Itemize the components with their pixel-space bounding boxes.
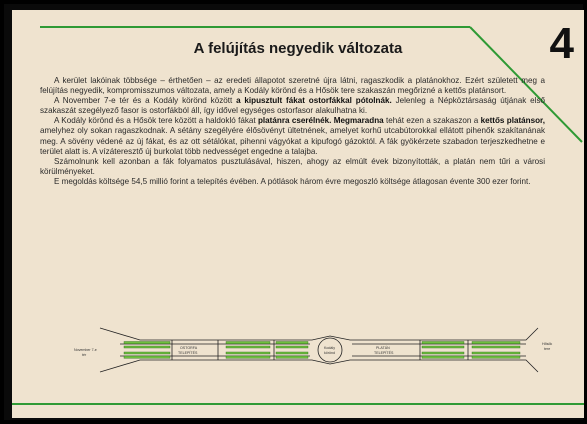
label-hosok-1: Hősök (542, 342, 553, 346)
p3-bold-d: kettős platánsor, (480, 116, 545, 126)
avenue-plan-diagram (12, 320, 584, 380)
p3-text-a: A Kodály körönd és a Hősök tere között a haldokló fákat (54, 116, 258, 126)
document-page (12, 10, 584, 418)
p2-text-end: Jelenleg a Népköztársaság útjának első szakaszát szegélyező fasor is ostorfákból áll, így idővel egységes ostorfasor alakulhatna ki. (40, 96, 545, 116)
paragraph-4: Számolnunk kell azonban a fák folyamatos pusztulásával, hiszen, ahogy az elmúlt évek bizonyították, a platán nem tűri a városi körülményeket. (40, 156, 545, 176)
label-ostorfa-2: TELEPÍTÉS (178, 351, 198, 355)
label-kodaly-1: Kodály (324, 346, 335, 350)
body-text (40, 76, 545, 187)
p3-bold-b: platánra cserélnék. Megmaradna (257, 116, 384, 126)
p3-text-c: tehát ezen a szakaszon a (383, 116, 481, 126)
paragraph-1: A kerület lakóinak többsége – érthetően – az eredeti állapotot szeretné újra látni, ragaszkodik a platánokhoz. Ezért született meg a felújítás negyedik, kompromisszumos változata, amely a Kodály körönd és a Hősök tere szakaszán megőrizné a kettős platánsort. (40, 76, 545, 96)
label-november-ter-1: November 7-e (74, 348, 97, 352)
page-number: 4 (549, 19, 574, 68)
label-kodaly-2: körönd (324, 351, 335, 355)
label-hosok-2: tere (544, 347, 551, 351)
label-november-ter-2: tér (82, 353, 87, 357)
label-platan-2: TELEPÍTÉS (374, 351, 394, 355)
top-green-line (40, 26, 470, 28)
paragraph-5: E megoldás költsége 54,5 millió forint a telepítés évében. A pótlások három évre megoszló költsége átlagosan évente 300 ezer forint. (54, 176, 531, 186)
p2-bold: a kipusztult fákat ostorfákkal pótolnák. (236, 96, 392, 106)
page-frame (4, 4, 583, 420)
paragraph-3 (40, 116, 545, 156)
label-ostorfa-1: OSTORFA (180, 346, 198, 350)
p2-text: A November 7-e tér és a Kodály körönd között (54, 96, 237, 106)
paragraph-2 (40, 96, 545, 116)
bottom-green-line (12, 403, 584, 405)
page-title: A felújítás negyedik változata (193, 40, 403, 57)
kodaly-korond-circle (318, 338, 342, 362)
label-platan-1: PLATÁN (376, 346, 390, 350)
p3-text-e: amelyhez oly sokan ragaszkodnak. A sétány szegélyére élősövényt ültetnének, amelyet korhű utcabútorokkal ellátott pihenők szakítanának meg. A sövény védené az új fákat, és az ott sétálókat, pihenni vágyókat a kipufogó gázoktól. A fák gyökérzete szabadon terjeszkedhetne e terület alatt is. A vízáteresztő új burkolat több nedvességet engedne a talajba. (40, 126, 545, 156)
